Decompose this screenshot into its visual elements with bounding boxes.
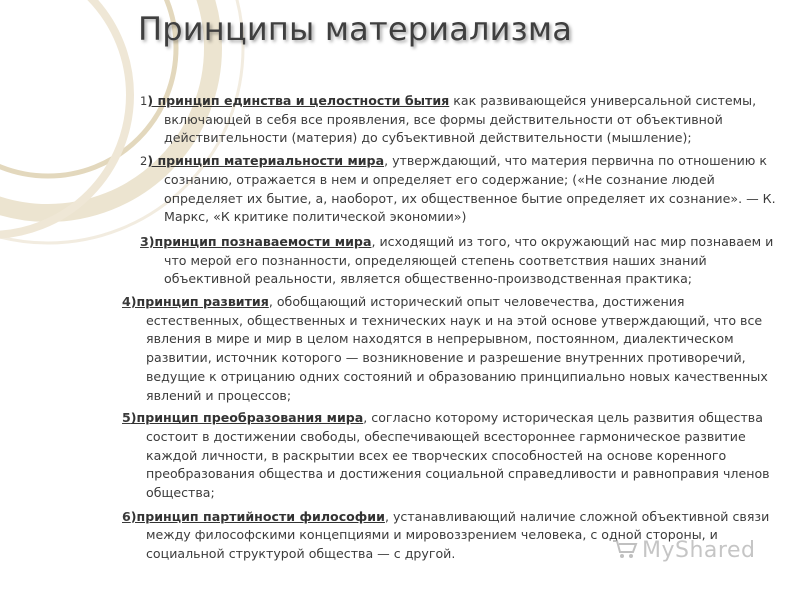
- item-heading: )принцип партийности философии: [130, 508, 385, 524]
- item-number: 2: [140, 154, 148, 169]
- item-number: 5: [122, 410, 131, 426]
- item-heading: )принцип познаваемости мира: [148, 233, 372, 249]
- item-text: , исходящий из того, что окружающий нас мир познаваем и что мерой его познанности, определяющей степень соответствия наших знаний объективной реальности, является общественно-производственная практика;: [164, 233, 774, 287]
- item-text: , утверждающий, что материя первична по отношению к сознанию, отражается в нем и определяет его содержание; («Не сознание людей определяет их бытие, а, наоборот, их общественное бытие определяет их сознание». — К. Маркс, «К критике политической экономии»): [164, 153, 776, 225]
- watermark: [612, 538, 755, 563]
- item-number: 4: [122, 294, 131, 310]
- item-text: , обобщающий исторический опыт человечества, достижения естественных, общественных и технических наук и на этой основе утверждающий, что все явления в мире и мир в целом находятся в непрерывном, постоянном, диалектическом развитии, источник которого — возникновение и разрешение внутренних противоречий, ведущие к отрицанию одних состояний и образованию принципиально новых качественных явлений и процессов;: [146, 294, 768, 403]
- item-text: , согласно которому историческая цель развития общества состоит в достижении свободы, обеспечивающей всестороннее гармоническое развитие каждой личности, в раскрытии всех ее творческих способностей на основе коренного преобразования общества и достижения социальной справедливости и равноправия членов общества;: [146, 410, 770, 501]
- item-text: как развивающейся универсальной системы, включающей в себя все проявления, все формы действительности от объективной действительности (материя) до субъективной действительности (мышление);: [164, 93, 757, 146]
- list-item: [140, 92, 780, 148]
- slide-title: Принципы материализма: [138, 10, 573, 48]
- item-heading: ) принцип материальности мира: [147, 153, 385, 169]
- principles-list: [122, 92, 780, 568]
- list-item: [140, 152, 780, 227]
- item-heading: )принцип развития: [130, 294, 269, 310]
- list-item: [140, 233, 780, 289]
- item-number: 3: [140, 233, 149, 249]
- list-item: [122, 409, 780, 503]
- watermark-text: MyShared: [642, 538, 756, 563]
- item-number: 1: [140, 94, 148, 108]
- cart-icon: [612, 538, 638, 560]
- item-text: , устанавливающий наличие сложной объективной связи между философскими концепциями и мировоззрением человека, с одной стороны, и социальной структурой общества — с другой.: [146, 508, 770, 562]
- list-item: [122, 293, 780, 405]
- item-number: 6: [122, 508, 131, 524]
- item-heading: ) принцип единства и целостности бытия: [147, 93, 450, 108]
- item-heading: )принцип преобразования мира: [130, 410, 364, 426]
